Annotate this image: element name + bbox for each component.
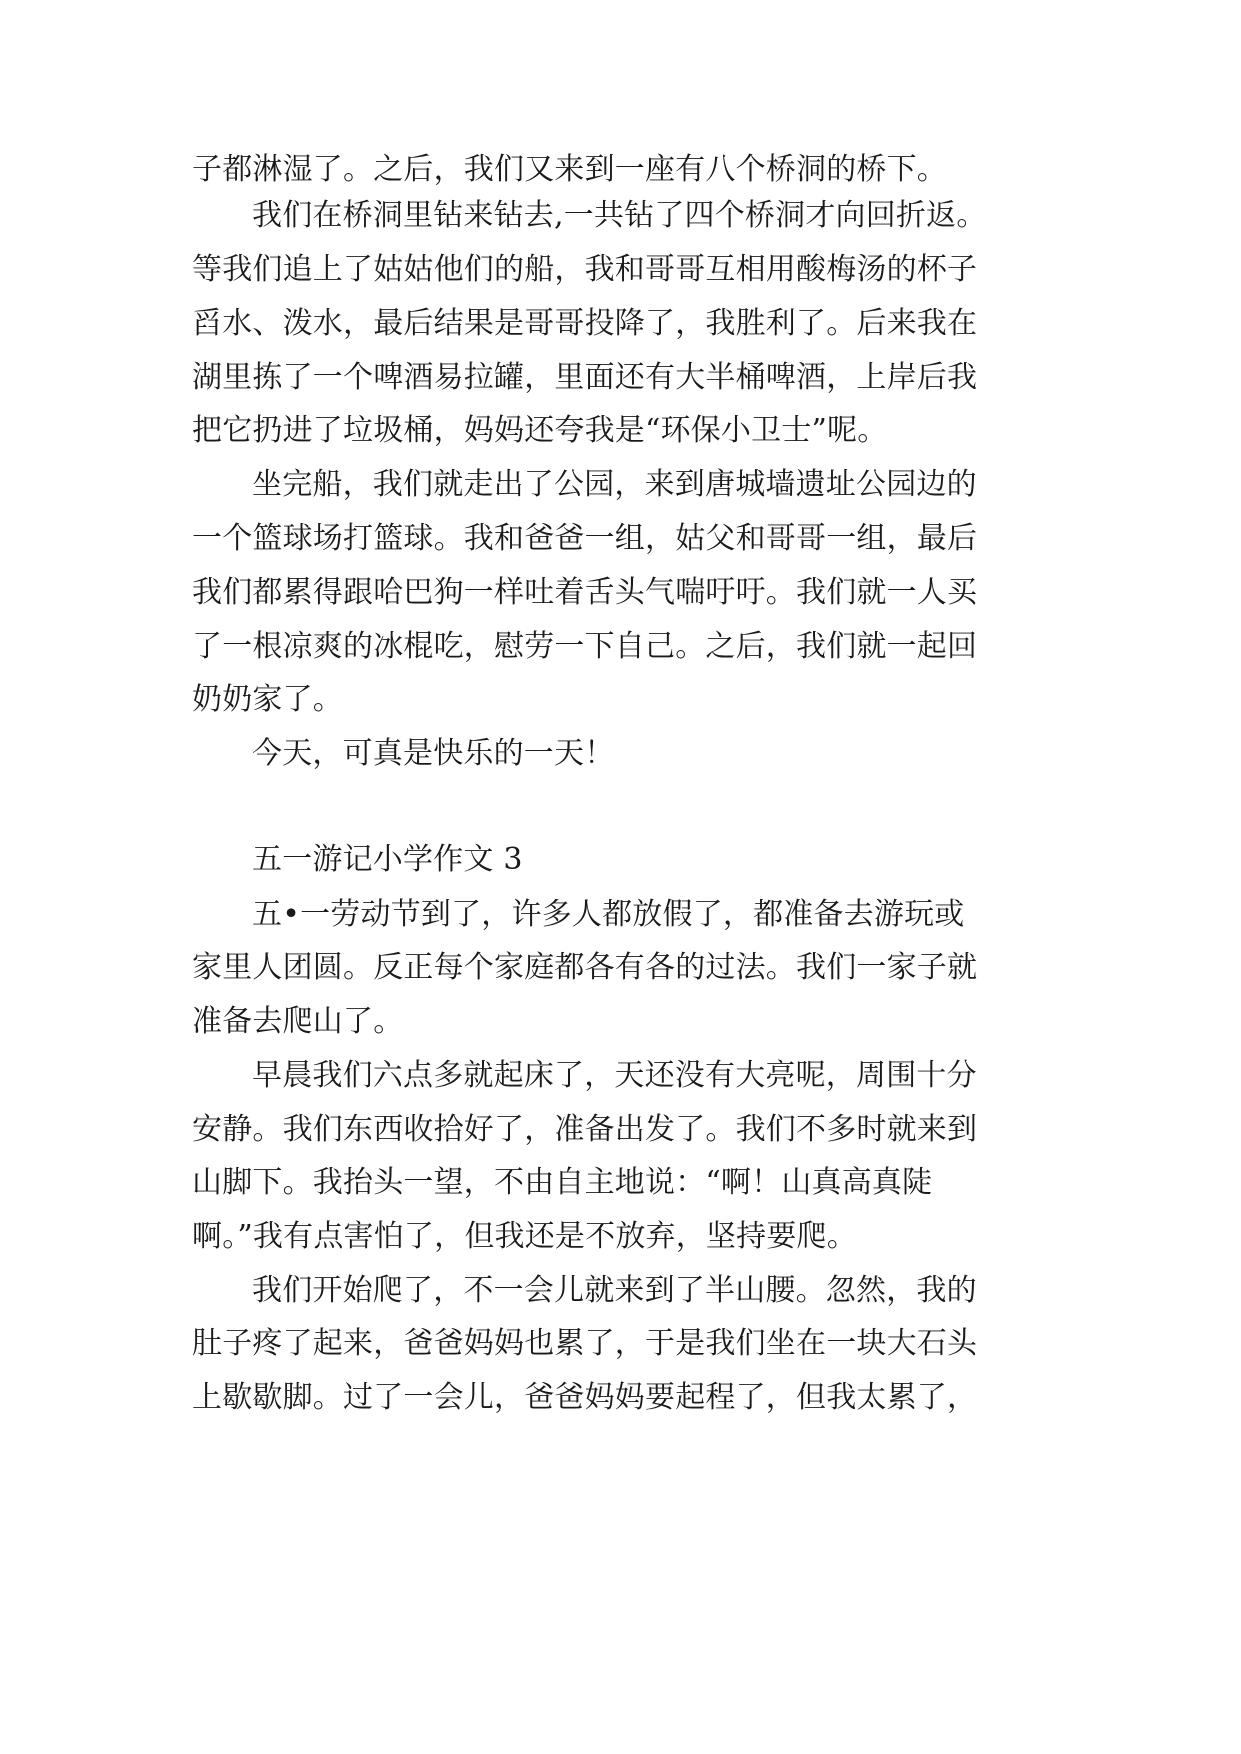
paragraph-line: 肚子疼了起来，爸爸妈妈也累了，于是我们坐在一块大石头 [192, 1326, 978, 1361]
paragraph-line: 啊。”我有点害怕了，但我还是不放弃，坚持要爬。 [192, 1219, 857, 1254]
paragraph-line: 舀水、泼水，最后结果是哥哥投降了，我胜利了。后来我在 [192, 306, 978, 341]
paragraph-line: 我们在桥洞里钻来钻去,一共钻了四个桥洞才向回折返。 [252, 198, 987, 233]
section-heading: 五一游记小学作文 3 [252, 842, 523, 877]
paragraph-line: 我们都累得跟哈巴狗一样吐着舌头气喘吁吁。我们就一人买 [192, 575, 978, 610]
paragraph-line: 准备去爬山了。 [192, 1004, 404, 1039]
paragraph-line: 安静。我们东西收拾好了，准备出发了。我们不多时就来到 [192, 1112, 978, 1147]
paragraph-line: 把它扔进了垃圾桶，妈妈还夸我是“环保小卫士”呢。 [192, 413, 888, 448]
paragraph-line: 山脚下。我抬头一望，不由自主地说：“啊！山真高真陡 [192, 1165, 933, 1200]
paragraph-line: 家里人团圆。反正每个家庭都各有各的过法。我们一家子就 [192, 950, 978, 985]
paragraph-line: 我们开始爬了，不一会儿就来到了半山腰。忽然，我的 [252, 1273, 977, 1308]
paragraph-line: 一个篮球场打篮球。我和爸爸一组，姑父和哥哥一组，最后 [192, 521, 978, 556]
paragraph-line: 子都淋湿了。之后，我们又来到一座有八个桥洞的桥下。 [192, 152, 947, 187]
paragraph-line: 等我们追上了姑姑他们的船，我和哥哥互相用酸梅汤的杯子 [192, 252, 978, 287]
paragraph-line: 五•一劳动节到了，许多人都放假了，都准备去游玩或 [252, 897, 965, 932]
paragraph-line: 上歇歇脚。过了一会儿，爸爸妈妈要起程了，但我太累了， [192, 1380, 978, 1415]
paragraph-line: 了一根凉爽的冰棍吃，慰劳一下自己。之后，我们就一起回 [192, 629, 978, 664]
paragraph-line: 湖里拣了一个啤酒易拉罐，里面还有大半桶啤酒，上岸后我 [192, 360, 978, 395]
paragraph-line: 早晨我们六点多就起床了，天还没有大亮呢，周围十分 [252, 1058, 977, 1093]
paragraph-line: 今天，可真是快乐的一天！ [252, 736, 615, 771]
paragraph-line: 奶奶家了。 [192, 682, 343, 717]
paragraph-line: 坐完船，我们就走出了公园，来到唐城墙遗址公园边的 [252, 467, 977, 502]
